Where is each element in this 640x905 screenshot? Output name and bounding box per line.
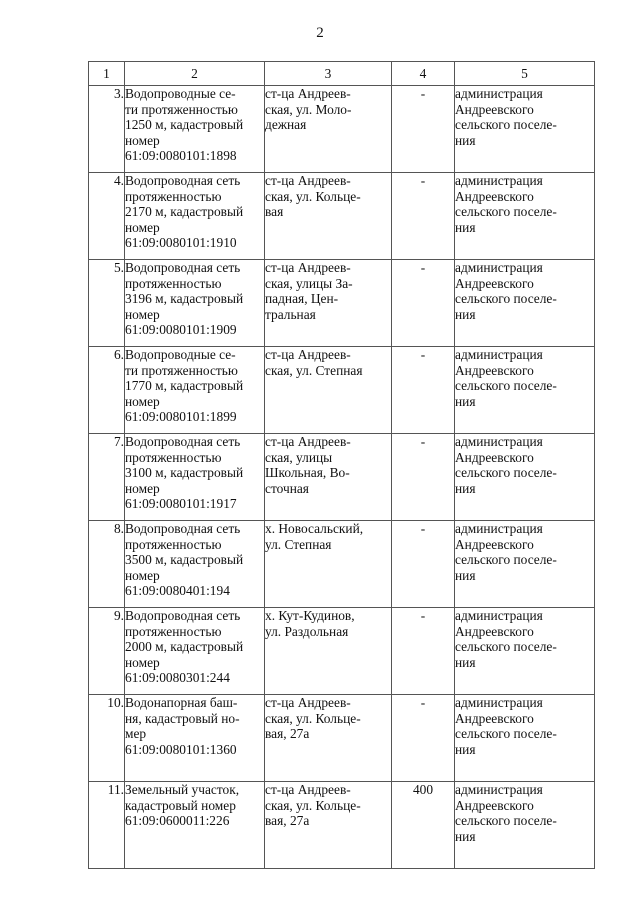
object-owner-line: ния: [455, 132, 476, 148]
object-name-line: 3100 м, кадастровый: [125, 465, 244, 481]
object-name-line: номер: [125, 219, 160, 235]
object-area: -: [392, 608, 455, 695]
object-address-line: вая: [265, 204, 284, 220]
object-owner-line: администрация: [455, 86, 543, 101]
object-owner-line: ния: [455, 219, 476, 235]
row-number: 5.: [89, 260, 125, 347]
object-address-line: ская, ул. Кольце-: [265, 710, 361, 726]
object-owner-line: ния: [455, 741, 476, 757]
object-name-line: ти протяженностью: [125, 101, 238, 117]
object-address-line: ская, ул. Кольце-: [265, 188, 361, 204]
object-name: [125, 86, 265, 173]
row-number: 3.: [89, 86, 125, 173]
object-address: [265, 260, 392, 347]
object-name-line: 1770 м, кадастровый: [125, 378, 244, 394]
object-owner: [455, 434, 595, 521]
object-name-line: 61:09:0080101:1917: [125, 496, 237, 512]
object-name-line: номер: [125, 654, 160, 670]
column-header-3: 3: [265, 62, 392, 86]
object-address-line: ская, улицы: [265, 449, 333, 465]
property-registry-table: [88, 61, 595, 869]
table-row: [89, 173, 595, 260]
object-name-line: протяженностью: [125, 536, 222, 552]
object-area: -: [392, 521, 455, 608]
table-body: [89, 86, 595, 869]
object-owner-line: ния: [455, 654, 476, 670]
object-owner-line: сельского поселе-: [455, 552, 557, 568]
object-address-line: ст-ца Андреев-: [265, 434, 351, 449]
object-name-line: номер: [125, 480, 160, 496]
object-name-line: 2170 м, кадастровый: [125, 204, 244, 220]
object-owner-line: сельского поселе-: [455, 726, 557, 742]
object-name-line: кадастровый номер: [125, 797, 236, 813]
object-name: [125, 347, 265, 434]
object-name-line: Земельный участок,: [125, 782, 240, 797]
object-name-line: 3196 м, кадастровый: [125, 291, 244, 307]
object-name-line: 61:09:0080101:1909: [125, 322, 237, 338]
object-address-line: вая, 27а: [265, 813, 310, 829]
table-row: [89, 260, 595, 347]
table-row: [89, 521, 595, 608]
object-owner: [455, 782, 595, 869]
object-area: -: [392, 434, 455, 521]
object-address-line: тральная: [265, 306, 316, 322]
object-name-line: 61:09:0600011:226: [125, 813, 230, 829]
object-owner-line: Андреевского: [455, 188, 534, 204]
object-address: [265, 782, 392, 869]
object-area: 400: [392, 782, 455, 869]
row-number: 6.: [89, 347, 125, 434]
object-address: [265, 347, 392, 434]
object-owner-line: ния: [455, 828, 476, 844]
object-address-line: падная, Цен-: [265, 291, 339, 307]
object-owner-line: администрация: [455, 347, 543, 362]
object-name-line: 61:09:0080101:1360: [125, 741, 237, 757]
object-address-line: Школьная, Во-: [265, 465, 350, 481]
table-row: [89, 347, 595, 434]
object-area: -: [392, 173, 455, 260]
object-owner-line: администрация: [455, 695, 543, 710]
object-address: [265, 608, 392, 695]
object-name-line: номер: [125, 567, 160, 583]
object-address-line: ул. Степная: [265, 536, 332, 552]
object-name-line: 61:09:0080301:244: [125, 670, 230, 686]
row-number: 11.: [89, 782, 125, 869]
object-address-line: ст-ца Андреев-: [265, 782, 351, 797]
object-owner-line: сельского поселе-: [455, 117, 557, 133]
table-row: [89, 86, 595, 173]
object-owner-line: сельского поселе-: [455, 291, 557, 307]
object-name-line: ня, кадастровый но-: [125, 710, 240, 726]
object-owner-line: сельского поселе-: [455, 813, 557, 829]
object-name-line: 61:09:0080401:194: [125, 583, 230, 599]
object-area: -: [392, 260, 455, 347]
object-owner-line: Андреевского: [455, 710, 534, 726]
object-name-line: протяженностью: [125, 188, 222, 204]
object-owner-line: администрация: [455, 782, 543, 797]
object-address-line: ст-ца Андреев-: [265, 347, 351, 362]
table-row: [89, 434, 595, 521]
object-address-line: ская, ул. Моло-: [265, 101, 352, 117]
object-address-line: ст-ца Андреев-: [265, 260, 351, 275]
object-owner: [455, 695, 595, 782]
object-owner-line: администрация: [455, 434, 543, 449]
object-owner: [455, 521, 595, 608]
object-address-line: ст-ца Андреев-: [265, 695, 351, 710]
object-name-line: Водопроводная сеть: [125, 521, 241, 536]
object-address-line: ст-ца Андреев-: [265, 173, 351, 188]
object-owner-line: ния: [455, 393, 476, 409]
object-name-line: ти протяженностью: [125, 362, 238, 378]
object-name-line: 1250 м, кадастровый: [125, 117, 244, 133]
object-address-line: дежная: [265, 117, 307, 133]
object-area: -: [392, 695, 455, 782]
table-row: [89, 782, 595, 869]
object-owner-line: ния: [455, 306, 476, 322]
object-owner-line: сельского поселе-: [455, 204, 557, 220]
column-header-1: 1: [89, 62, 125, 86]
row-number: 4.: [89, 173, 125, 260]
object-name-line: Водопроводная сеть: [125, 173, 241, 188]
column-header-2: 2: [125, 62, 265, 86]
object-address-line: ул. Раздольная: [265, 623, 349, 639]
object-name-line: протяженностью: [125, 275, 222, 291]
object-address-line: вая, 27а: [265, 726, 310, 742]
row-number: 10.: [89, 695, 125, 782]
object-address-line: ская, ул. Степная: [265, 362, 363, 378]
object-name-line: мер: [125, 726, 147, 742]
object-address-line: х. Кут-Кудинов,: [265, 608, 355, 623]
object-name-line: 61:09:0080101:1899: [125, 409, 237, 425]
object-address: [265, 521, 392, 608]
object-name-line: протяженностью: [125, 449, 222, 465]
object-owner-line: сельского поселе-: [455, 639, 557, 655]
object-owner: [455, 608, 595, 695]
object-name-line: Водопроводная сеть: [125, 434, 241, 449]
object-name-line: Водопроводные се-: [125, 347, 236, 362]
object-name-line: 61:09:0080101:1910: [125, 235, 237, 251]
object-address: [265, 86, 392, 173]
object-owner-line: администрация: [455, 260, 543, 275]
object-owner-line: ния: [455, 480, 476, 496]
row-number: 8.: [89, 521, 125, 608]
object-owner-line: Андреевского: [455, 362, 534, 378]
object-owner-line: Андреевского: [455, 449, 534, 465]
object-name-line: протяженностью: [125, 623, 222, 639]
object-owner-line: Андреевского: [455, 797, 534, 813]
object-name-line: Водонапорная баш-: [125, 695, 238, 710]
object-owner: [455, 260, 595, 347]
object-owner-line: сельского поселе-: [455, 465, 557, 481]
object-owner-line: администрация: [455, 521, 543, 536]
object-address-line: ская, улицы За-: [265, 275, 353, 291]
row-number: 9.: [89, 608, 125, 695]
table-row: [89, 695, 595, 782]
object-area: -: [392, 347, 455, 434]
object-name-line: 61:09:0080101:1898: [125, 148, 237, 164]
row-number: 7.: [89, 434, 125, 521]
object-owner: [455, 347, 595, 434]
object-name: [125, 695, 265, 782]
object-name: [125, 173, 265, 260]
object-address-line: ская, ул. Кольце-: [265, 797, 361, 813]
object-address: [265, 695, 392, 782]
object-owner-line: Андреевского: [455, 536, 534, 552]
object-owner: [455, 173, 595, 260]
column-header-4: 4: [392, 62, 455, 86]
object-area: -: [392, 86, 455, 173]
object-owner-line: Андреевского: [455, 101, 534, 117]
object-owner: [455, 86, 595, 173]
object-name: [125, 608, 265, 695]
object-address-line: х. Новосальский,: [265, 521, 364, 536]
header-row: [89, 62, 595, 86]
object-name-line: номер: [125, 393, 160, 409]
object-owner-line: администрация: [455, 173, 543, 188]
object-name-line: номер: [125, 132, 160, 148]
object-address-line: сточная: [265, 480, 309, 496]
object-address: [265, 434, 392, 521]
object-name: [125, 782, 265, 869]
object-address: [265, 173, 392, 260]
object-name-line: номер: [125, 306, 160, 322]
object-name: [125, 260, 265, 347]
object-name: [125, 521, 265, 608]
page-number: 2: [316, 25, 324, 41]
table-row: [89, 608, 595, 695]
object-name-line: Водопроводные се-: [125, 86, 236, 101]
object-name-line: 2000 м, кадастровый: [125, 639, 244, 655]
object-owner-line: Андреевского: [455, 275, 534, 291]
object-name: [125, 434, 265, 521]
object-owner-line: администрация: [455, 608, 543, 623]
object-owner-line: сельского поселе-: [455, 378, 557, 394]
object-address-line: ст-ца Андреев-: [265, 86, 351, 101]
column-header-5: 5: [455, 62, 595, 86]
object-name-line: Водопроводная сеть: [125, 260, 241, 275]
object-name-line: 3500 м, кадастровый: [125, 552, 244, 568]
object-name-line: Водопроводная сеть: [125, 608, 241, 623]
object-owner-line: ния: [455, 567, 476, 583]
object-owner-line: Андреевского: [455, 623, 534, 639]
